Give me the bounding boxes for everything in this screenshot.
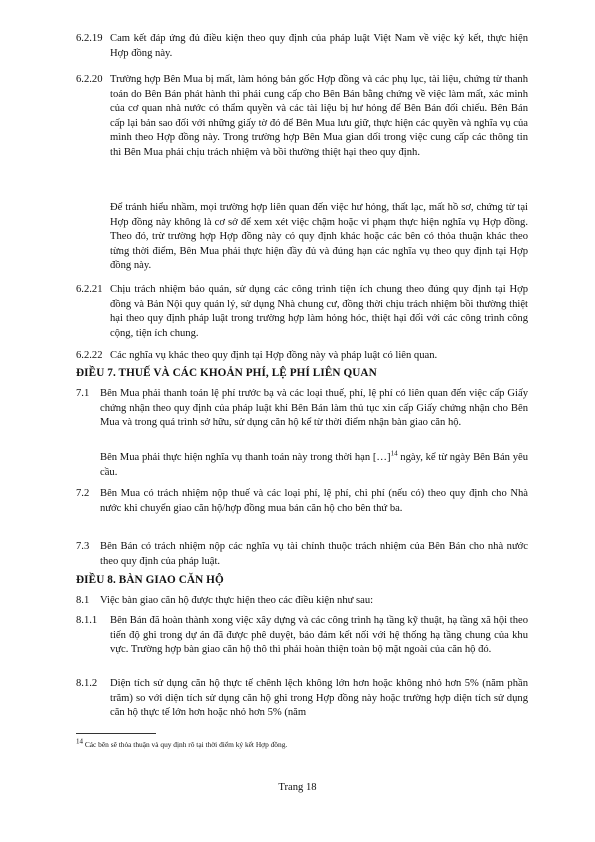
clause-text: Chịu trách nhiệm bảo quản, sử dụng các công trình tiện ích chung theo đúng quy định tại Hợp đồng và Bản Nội quy quản lý, sử dụng Nhà chung cư, đồng thời chịu trách nhiệm bồi thường thiệt hại theo quy định pháp luật trong trường hợp làm hỏng hóc, thiệt hại đối với các công trình công cộng, tiện ích chung. <box>110 284 528 339</box>
clause-text: Bên Bán có trách nhiệm nộp các nghĩa vụ tài chính thuộc trách nhiệm của Bên Bán cho nhà nước theo quy định của pháp luật. <box>100 541 528 567</box>
clause-number: 7.1 <box>76 388 90 399</box>
clause-text: Việc bàn giao căn hộ được thực hiện theo các điều kiện như sau: <box>100 595 374 606</box>
clause-text: Trường hợp Bên Mua bị mất, làm hỏng bản gốc Hợp đồng và các phụ lục, tài liệu, chứng từ thanh toán do Bên Bán phát hành thì phải cung cấp cho Bên Bán bằng chứng về việc làm mất, xác minh của cơ quan nhà nước có thẩm quyền và các tài liệu bị hư hỏng để Bên Bán đối chiếu. Bên Bán cấp lại bản sao đối với những giấy tờ đó để Bên Mua lưu giữ, thực hiện các quyền và nghĩa vụ của mình theo Hợp đồng này. Trong trường hợp Bên Mua gian dối trong việc cung cấp các thông tin thì Bên Mua phải chịu trách nhiệm và bồi thường thiệt hại theo quy định. <box>110 74 528 158</box>
footnote-ref: 14 <box>390 449 398 458</box>
clause-number: 8.1.2 <box>76 678 98 689</box>
clause-number: 7.3 <box>76 541 90 552</box>
clause-text: Để tránh hiểu nhầm, mọi trường hợp liên quan đến việc hư hỏng, thất lạc, mất hồ sơ, chứng từ tại Hợp đồng này không là cơ sở để xem xét việc chậm hoặc vi phạm thực hiện nghĩa vụ Hợp đồng. Theo đó, trừ trường hợp Hợp đồng này có quy định khác hoặc các bên có thỏa thuận khác theo từng thời điểm, Bên Mua phải thực hiện đầy đủ và đúng hạn các nghĩa vụ theo quy định tại Hợp đồng này. <box>110 202 528 272</box>
clause-number: 6.2.21 <box>76 284 103 295</box>
footnote <box>76 737 288 750</box>
clause-7-1-continued <box>76 451 528 480</box>
clause-text: Cam kết đáp ứng đủ điều kiện theo quy định của pháp luật Việt Nam về việc ký kết, thực hiện Hợp đồng này. <box>110 33 528 59</box>
clause-7-2 <box>76 487 528 516</box>
clause-number: 8.1.1 <box>76 615 98 626</box>
clause-7-3 <box>76 540 528 569</box>
footnote-text: Các bên sẽ thỏa thuận và quy định rõ tại thời điểm ký kết Hợp đồng. <box>83 740 288 749</box>
clause-text-part: ngày, kể từ ngày Bên Bán yêu cầu. <box>100 452 528 478</box>
footnote-separator <box>76 733 156 734</box>
clause-number: 6.2.22 <box>76 350 103 361</box>
clause-8-1-1 <box>76 614 528 658</box>
article-8-heading: ĐIỀU 8. BÀN GIAO CĂN HỘ <box>76 574 224 586</box>
clause-text <box>100 451 528 480</box>
clause-8-1-2 <box>76 677 528 721</box>
clause-text-part: Bên Mua phải thực hiện nghĩa vụ thanh toán này trong thời hạn […] <box>100 452 391 463</box>
footnote-mark: 14 <box>76 737 83 746</box>
clause-number: 7.2 <box>76 488 90 499</box>
clause-text: Các nghĩa vụ khác theo quy định tại Hợp đồng này và pháp luật có liên quan. <box>110 350 438 361</box>
clause-text: Bên Bán đã hoàn thành xong việc xây dựng và các công trình hạ tầng kỹ thuật, hạ tầng xã hội theo tiến độ ghi trong dự án đã được phê duyệt, bảo đảm kết nối với hệ thống hạ tầng chung của khu vực. Trường hợp bàn giao căn hộ thô thì phải hoàn thiện toàn bộ mặt ngoài của căn hộ đó. <box>110 615 528 656</box>
page-number: Trang 18 <box>278 782 317 793</box>
clause-text: Bên Mua phải thanh toán lệ phí trước bạ và các loại thuế, phí, lệ phí có liên quan đến việc cấp Giấy chứng nhận theo quy định của pháp luật khi Bên Bán làm thủ tục xin cấp Giấy chứng nhận cho Bên Mua và trong quá trình sở hữu, sử dụng căn hộ kể từ thời điểm nhận bàn giao căn hộ. <box>100 388 528 429</box>
clause-number: 8.1 <box>76 595 90 606</box>
clause-number: 6.2.19 <box>76 33 103 44</box>
clause-6-2-19 <box>76 32 528 61</box>
clause-6-2-21 <box>76 283 528 341</box>
article-7-heading: ĐIỀU 7. THUẾ VÀ CÁC KHOẢN PHÍ, LỆ PHÍ LIÊN QUAN <box>76 367 377 379</box>
clause-number: 6.2.20 <box>76 74 103 85</box>
clause-text: Bên Mua có trách nhiệm nộp thuế và các loại phí, lệ phí, chi phí (nếu có) theo quy định cho Nhà nước khi chuyển giao căn hộ/hợp đồng mua bán căn hộ cho bên thứ ba. <box>100 488 528 514</box>
clause-6-2-22 <box>76 349 528 364</box>
clause-8-1 <box>76 594 528 609</box>
clause-7-1 <box>76 387 528 431</box>
clause-text: Diện tích sử dụng căn hộ thực tế chênh lệch không lớn hơn hoặc không nhỏ hơn 5% (năm phần trăm) so với diện tích sử dụng căn hộ ghi trong Hợp đồng này hoặc trường hợp diện tích sử dụng căn hộ thực tế lớn hơn hoặc nhỏ hơn 5% (năm <box>110 678 528 719</box>
clause-6-2-20-continued <box>76 201 528 274</box>
clause-6-2-20 <box>76 73 528 161</box>
